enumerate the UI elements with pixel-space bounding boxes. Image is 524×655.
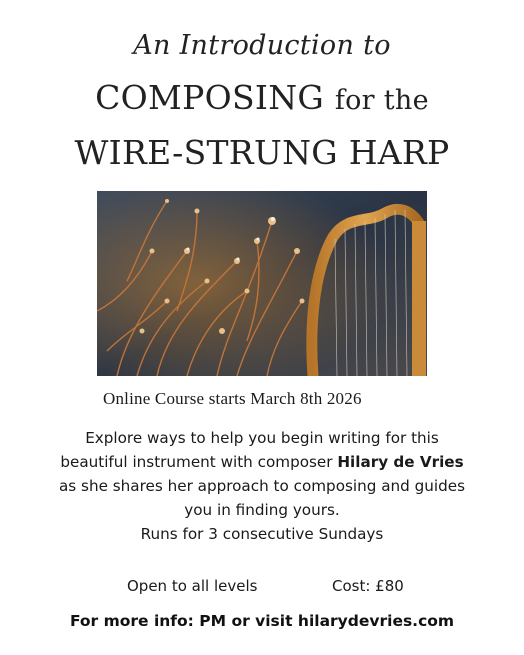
title-line-2: WIRE-STRUNG HARP (74, 133, 450, 172)
composer-name: Hilary de Vries (337, 453, 464, 471)
description-line (0, 450, 524, 474)
title-for-the: for the (334, 85, 429, 116)
description-line: you in finding yours. (184, 501, 340, 519)
description-text: beautiful instrument with composer (60, 453, 338, 471)
course-description (0, 426, 524, 546)
title-composing: COMPOSING (95, 78, 325, 117)
cost-text: Cost: £80 (332, 577, 404, 595)
description-line: as she shares her approach to composing and guides (59, 477, 465, 495)
intro-heading: An Introduction to (133, 30, 391, 61)
course-start-date: Online Course starts March 8th 2026 (103, 389, 362, 408)
title-line-1 (0, 78, 524, 117)
harp-photo (97, 191, 427, 376)
levels-text: Open to all levels (127, 577, 258, 595)
more-info-text: For more info: PM or visit hilarydevries.com (69, 612, 455, 630)
description-line: Explore ways to help you begin writing for this (85, 429, 439, 447)
course-schedule: Runs for 3 consecutive Sundays (140, 525, 384, 543)
